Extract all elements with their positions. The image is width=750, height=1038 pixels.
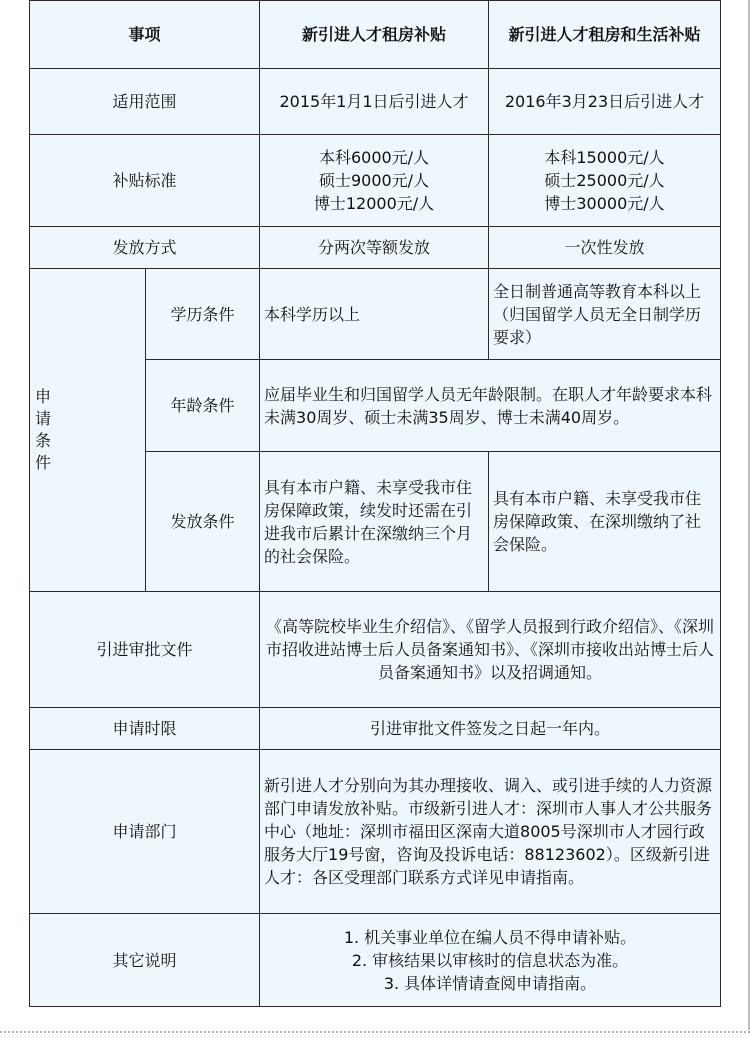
documents-text: 《高等院校毕业生介绍信》、《留学人员报到行政介绍信》、《深圳市招收进站博士后人员备案通知书》、《深圳市接收出站博士后人员备案通知书》以及招调通知。 (260, 592, 721, 708)
deadline-text: 引进审批文件签发之日起一年内。 (260, 708, 721, 750)
issue-b: 具有本市户籍、未享受我市住房保障政策、在深圳缴纳了社会保险。 (489, 452, 721, 592)
header-rent-subsidy: 新引进人才租房补贴 (260, 1, 489, 69)
payout-b: 一次性发放 (489, 227, 721, 269)
standard-a-master: 硕士9000元/人 (318, 171, 430, 190)
deadline-label: 申请时限 (30, 708, 260, 750)
scope-label: 适用范围 (30, 69, 260, 135)
header-rent-living-subsidy: 新引进人才租房和生活补贴 (489, 1, 721, 69)
header-item: 事项 (30, 1, 260, 69)
header-row (30, 1, 721, 69)
conditions-label (30, 269, 146, 592)
payout-a: 分两次等额发放 (260, 227, 489, 269)
row-scope (30, 69, 721, 135)
age-label: 年龄条件 (146, 360, 260, 452)
bottom-divider (0, 1031, 750, 1033)
payout-label: 发放方式 (30, 227, 260, 269)
scope-a: 2015年1月1日后引进人才 (260, 69, 489, 135)
standard-a (260, 135, 489, 227)
notes-item: 3. 具体详情请查阅申请指南。 (383, 973, 597, 993)
row-notes (30, 914, 721, 1007)
notes-list (260, 914, 721, 1007)
row-department (30, 750, 721, 914)
standard-a-bachelor: 本科6000元/人 (318, 148, 430, 167)
row-payout (30, 227, 721, 269)
standard-label: 补贴标准 (30, 135, 260, 227)
issue-a: 具有本市户籍、未享受我市住房保障政策，续发时还需在引进我市后累计在深缴纳三个月的社会保险。 (260, 452, 489, 592)
standard-b-bachelor: 本科15000元/人 (544, 148, 665, 167)
row-education (30, 269, 721, 360)
documents-label: 引进审批文件 (30, 592, 260, 708)
age-text: 应届毕业生和归国留学人员无年龄限制。在职人才年龄要求本科未满30周岁、硕士未满35周岁、博士未满40周岁。 (260, 360, 721, 452)
education-a: 本科学历以上 (260, 269, 489, 360)
standard-b (489, 135, 721, 227)
scope-b: 2016年3月23日后引进人才 (489, 69, 721, 135)
standard-a-doctor: 博士12000元/人 (313, 194, 435, 213)
standard-b-doctor: 博士30000元/人 (544, 194, 665, 213)
issue-label: 发放条件 (146, 452, 260, 592)
subsidy-policy-table (29, 0, 721, 1007)
notes-label: 其它说明 (30, 914, 260, 1007)
notes-item: 2. 审核结果以审核时的信息状态为准。 (351, 950, 629, 970)
row-documents (30, 592, 721, 708)
row-standard (30, 135, 721, 227)
row-deadline (30, 708, 721, 750)
education-label: 学历条件 (146, 269, 260, 360)
notes-item: 1. 机关事业单位在编人员不得申请补贴。 (343, 927, 637, 947)
education-b: 全日制普通高等教育本科以上（归国留学人员无全日制学历要求） (489, 269, 721, 360)
standard-b-master: 硕士25000元/人 (544, 171, 665, 190)
conditions-label-text: 申请条件 (34, 387, 51, 472)
department-label: 申请部门 (30, 750, 260, 914)
department-text: 新引进人才分别向为其办理接收、调入、或引进手续的人力资源部门申请发放补贴。市级新引进人才：深圳市人事人才公共服务中心（地址：深圳市福田区深南大道8005号深圳市人才园行政服务大厅19号窗，咨询及投诉电话：88123602）。区级新引进人才：各区受理部门联系方式详见申请指南。 (260, 750, 721, 914)
